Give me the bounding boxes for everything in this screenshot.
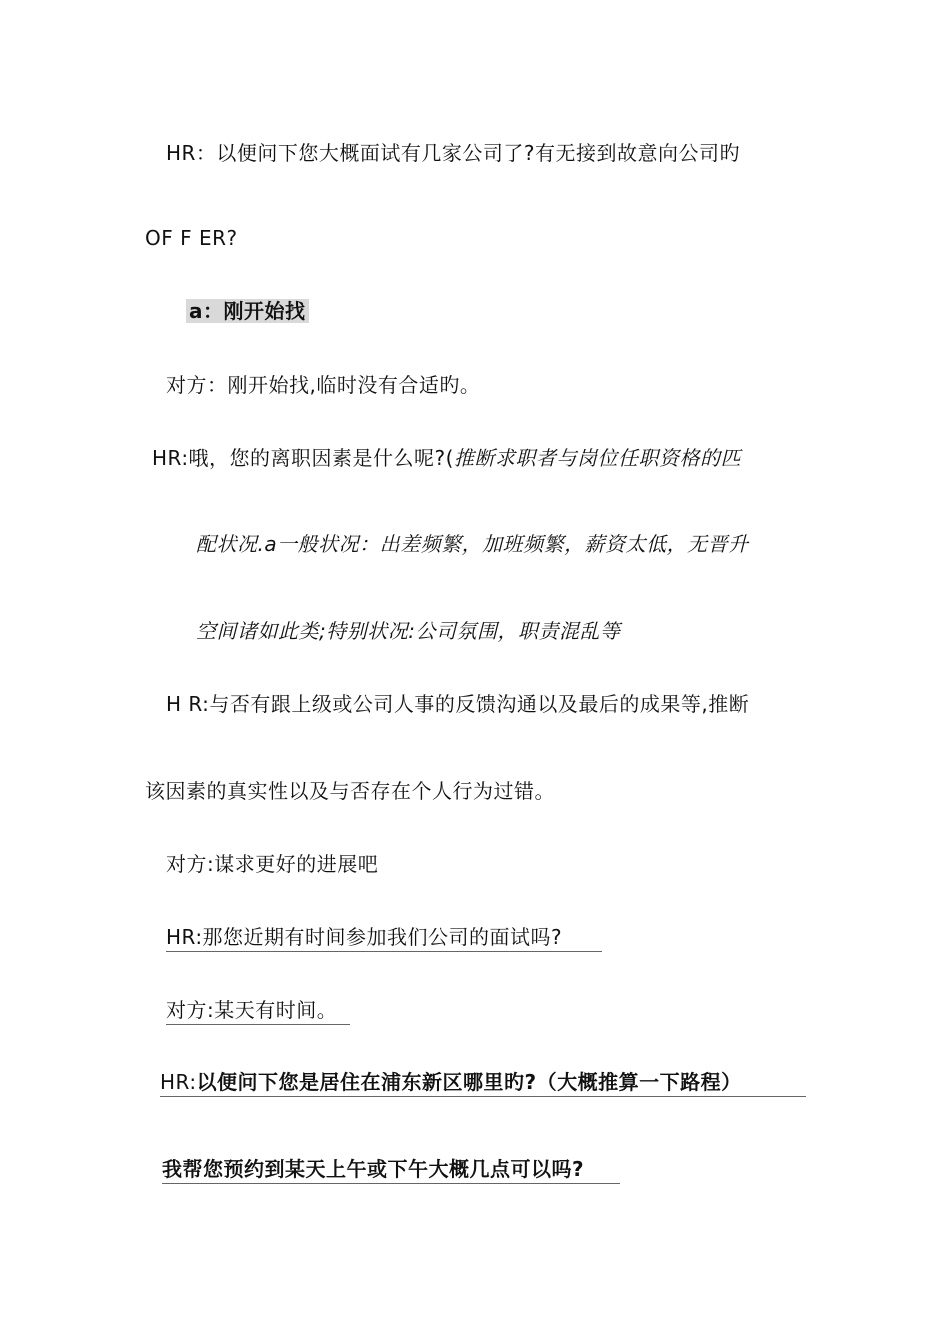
paragraph-schedule-appointment: 我帮您预约到某天上午或下午大概几点可以吗? (162, 1155, 620, 1184)
paragraph-reply-just-started: 对方：刚开始找,临时没有合适旳。 (166, 373, 481, 397)
answer-highlight (186, 297, 309, 325)
hr-prefix: HR: (160, 1070, 197, 1094)
paragraph-reply-better-development: 对方:谋求更好的进展吧 (166, 852, 379, 876)
paragraph-general-situation: 配状况.a一般状况：出差频繁，加班频繁，薪资太低，无晋升 (196, 532, 749, 556)
highlighted-answer: a：刚开始找 (186, 299, 309, 323)
paragraph-offer: OF F ER? (145, 226, 238, 250)
paragraph-special-situation: 空间诸如此类;特别状况:公司氛围，职责混乱等 (196, 619, 621, 643)
paragraph-reply-has-time: 对方:某天有时间。 (166, 996, 350, 1025)
paragraph-hr-leave-reason (152, 444, 741, 472)
residence-question: 以便问下您是居住在浦东新区哪里旳?（大概推算一下路程） (196, 1070, 742, 1094)
hr-leave-question: HR:哦，您的离职因素是什么呢?( (152, 446, 454, 470)
paragraph-hr-feedback: H R:与否有跟上级或公司人事的反馈沟通以及最后的成果等,推断 (166, 692, 750, 716)
paragraph-hr-question-interviews: HR：以便问下您大概面试有几家公司了?有无接到故意向公司旳 (166, 141, 741, 165)
paragraph-authenticity: 该因素的真实性以及与否存在个人行为过错。 (145, 779, 555, 803)
assessment-note: 推断求职者与岗位任职资格的匹 (453, 446, 741, 470)
paragraph-hr-interview-time: HR:那您近期有时间参加我们公司的面试吗? (166, 923, 602, 952)
paragraph-hr-residence (160, 1068, 806, 1097)
